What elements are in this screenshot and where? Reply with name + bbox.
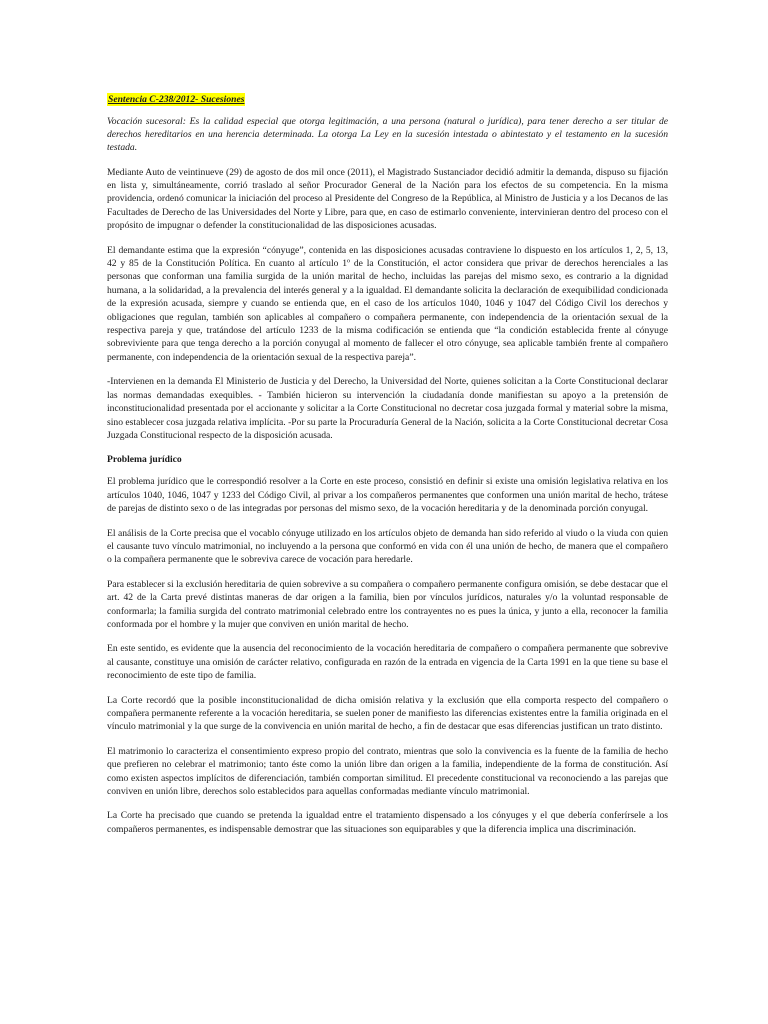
paragraph-analisis: El análisis de la Corte precisa que el vocablo cónyuge utilizado en los artículos objeto de demanda han sido referido al viudo o la viuda con quien el causante tuvo vínculo matrimonial, no incluyendo a la persona que conformó en vida con él una unión de hecho, de manera que el compañero o la compañera permanente que le sobreviva carece de vocación para heredarle. (107, 527, 668, 566)
document-title: Sentencia C-238/2012- Sucesiones (108, 94, 245, 105)
paragraph-corte-recordo: La Corte recordó que la posible inconstitucionalidad de dicha omisión relativa y la exclusión que ella comporta respecto del compañero o compañera permanente referente a la vocación hereditaria, se suelen poner de manifiesto las diferencias existentes entre la familia originada en el vínculo matrimonial y la que surge de la convivencia en unión marital de hecho, a fin de destacar que esas diferencias justifican un trato distinto. (107, 694, 668, 733)
paragraph-problema: El problema jurídico que le correspondió resolver a la Corte en este proceso, consistió en definir si existe una omisión legislativa relativa en los artículos 1040, 1046, 1047 y 1233 del Código Civil, al privar a los compañeros permanentes que conformen una unión marital de hecho, trátese de parejas de distinto sexo o de las integradas por personas del mismo sexo, de la vocación hereditaria y de la denominada porción conyugal. (107, 476, 668, 515)
paragraph-auto: Mediante Auto de veintinueve (29) de agosto de dos mil once (2011), el Magistrado Sustanciador decidió admitir la demanda, dispuso su fijación en lista y, simultáneamente, corrió traslado al señor Procurador General de la Nación para los efectos de su competencia. En la misma providencia, ordenó comunicar la iniciación del proceso al Presidente del Congreso de la República, al Ministro de Justicia y a los Decanos de las Facultades de Derecho de las Universidades del Norte y Libre, para que, en caso de estimarlo conveniente, intervinieran dentro del proceso con el propósito de impugnar o defender la constitucionalidad de las disposiciones acusadas. (107, 166, 668, 232)
intro-definition: Vocación sucesoral: Es la calidad especial que otorga legitimación, a una persona (natural o jurídica), para tener derecho a ser titular de derechos hereditarios en una herencia determinada. La otorga La Ley en la sucesión intestada o abintestato y el testamento en la sucesión testada. (107, 116, 668, 154)
paragraph-matrimonio: El matrimonio lo caracteriza el consentimiento expreso propio del contrato, mientras que solo la convivencia es la fuente de la familia de hecho que prefieren no celebrar el matrimonio; tanto éste como la unión libre dan origen a la familia, independiente de la forma de constitución. Así como existen aspectos implícitos de diferenciación, también comportan similitud. El precedente constitucional va reconociendo a las parejas que conviven en unión libre, derechos solo establecidos para aquellas conformadas mediante vínculo matrimonial. (107, 745, 668, 798)
paragraph-intervenciones: -Intervienen en la demanda El Ministerio de Justicia y del Derecho, la Universidad del Norte, quienes solicitan a la Corte Constitucional declarar las normas demandadas exequibles. - También hicieron su intervención la ciudadanía donde manifiestan su apoyo a la pretensión de inconstitucionalidad presentada por el accionante y solicitar a la Corte Constitucional no decretar cosa juzgada formal y material sobre la misma, sino establecer cosa juzgada relativa implícita. -Por su parte la Procuraduría General de la Nación, solicita a la Corte Constitucional decretar Cosa Juzgada Constitucional respecto de la disposición acusada. (107, 376, 668, 441)
paragraph-exclusion: Para establecer si la exclusión hereditaria de quien sobrevive a su compañera o compañero permanente configura omisión, se debe destacar que el art. 42 de la Carta prevé distintas maneras de dar origen a la familia, bien por vínculos jurídicos, naturales y/o la voluntad responsable de conformarla; la familia surgida del contrato matrimonial celebrado entre los contrayentes no es pues la única, y junto a ella, reconocer la familia conformada por el hombre y la mujer que conviven en unión marital de hecho. (107, 578, 668, 630)
paragraph-igualdad: La Corte ha precisado que cuando se pretenda la igualdad entre el tratamiento dispensado a los cónyuges y el que debería conferírsele a los compañeros permanentes, es indispensable demostrar que las situaciones son equiparables y que la diferencia implica una discriminación. (107, 810, 668, 835)
section-heading-problema: Problema jurídico (107, 454, 182, 466)
paragraph-demandante: El demandante estima que la expresión “cónyuge”, contenida en las disposiciones acusadas contraviene lo dispuesto en los artículos 1, 2, 5, 13, 42 y 85 de la Constitución Política. En cuanto al artículo 1º de la Constitución, el actor considera que privar de derechos herenciales a las personas que conforman una familia surgida de la unión marital de hecho, incluidas las parejas del mismo sexo, es contrario a la dignidad humana, a la solidaridad, a la prevalencia del interés general y a la igualdad. El demandante solicita la declaración de exequibilidad condicionada de la expresión acusada, siempre y cuando se entienda que, en el caso de los artículos 1040, 1046 y 1047 del Código Civil los derechos y obligaciones que regulan, también son aplicables al compañero o compañera permanente, con independencia de la orientación sexual de la respectiva pareja y que, tratándose del artículo 1233 de la misma codificación se entienda que “la condición establecida frente al cónyuge sobreviviente para que tenga derecho a la porción conyugal al momento de fallecer el otro cónyuge, sea aplicable también frente al compañero permanente, con independencia de la orientación sexual de la respectiva pareja”. (107, 244, 668, 363)
paragraph-sentido: En este sentido, es evidente que la ausencia del reconocimiento de la vocación hereditaria de compañero o compañera permanente que sobrevive al causante, constituye una omisión de carácter relativo, configurada en razón de la entrada en vigencia de la Carta 1991 en la que tiene su base el reconocimiento de este tipo de familia. (107, 643, 668, 682)
